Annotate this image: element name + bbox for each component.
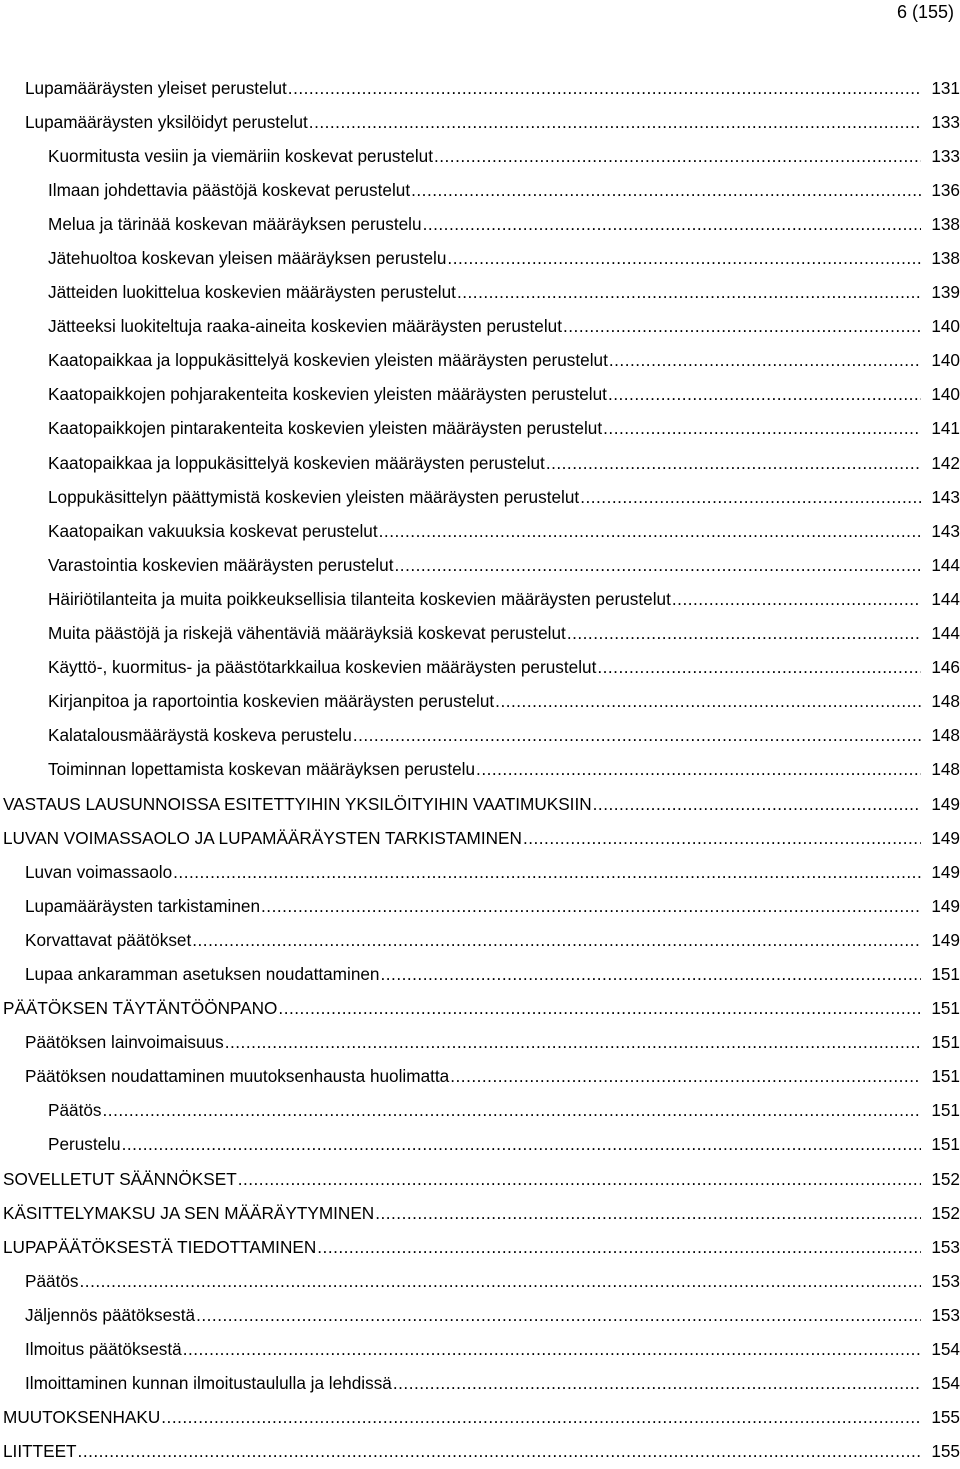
toc-entry-title: Jätehuoltoa koskevan yleisen määräyksen perustelu [48, 248, 447, 269]
toc-dot-leader [476, 759, 921, 780]
toc-entry-title: Päätös [25, 1270, 79, 1291]
toc-entry-page-number: 139 [931, 282, 960, 303]
toc-entry[interactable] [0, 139, 960, 173]
toc-dot-leader [580, 487, 921, 508]
toc-entry-page-number: 140 [931, 384, 960, 405]
toc-entry[interactable] [0, 412, 960, 446]
toc-entry[interactable] [0, 821, 960, 855]
toc-entry-title: Kaatopaikkojen pohjarakenteita koskevien yleisten määräysten perustelut [48, 384, 607, 405]
toc-entry-page-number: 138 [931, 213, 960, 234]
toc-dot-leader [80, 1271, 921, 1292]
toc-entry[interactable] [0, 1060, 960, 1094]
toc-dot-leader [78, 1441, 921, 1462]
toc-entry-page-number: 151 [931, 1066, 960, 1087]
table-of-contents [0, 71, 960, 1469]
toc-entry-title: Jäljennös päätöksestä [25, 1304, 196, 1325]
toc-entry-title: Ilmoittaminen kunnan ilmoitustaululla ja lehdissä [25, 1373, 392, 1394]
toc-dot-leader [381, 964, 922, 985]
toc-dot-leader [173, 862, 921, 883]
toc-entry[interactable] [0, 1230, 960, 1264]
toc-dot-leader [196, 1305, 921, 1326]
toc-entry-title: Kaatopaikkaa ja loppukäsittelyä koskevien määräysten perustelut [48, 452, 545, 473]
toc-entry-title: Ilmaan johdettavia päästöjä koskevat perustelut [48, 179, 411, 200]
toc-entry-title: Melua ja tärinää koskevan määräyksen perustelu [48, 213, 422, 234]
toc-entry-title: Päätös [48, 1100, 102, 1121]
toc-entry-title: Kuormitusta vesiin ja viemäriin koskevat perustelut [48, 145, 433, 166]
toc-dot-leader [411, 180, 921, 201]
toc-entry[interactable] [0, 957, 960, 991]
toc-entry-title: MUUTOKSENHAKU [3, 1407, 161, 1428]
toc-entry-title: Kaatopaikkaa ja loppukäsittelyä koskevien yleisten määräysten perustelut [48, 350, 608, 371]
toc-entry-page-number: 140 [931, 350, 960, 371]
toc-dot-leader [375, 1203, 921, 1224]
toc-entry-page-number: 149 [931, 929, 960, 950]
toc-dot-leader [353, 725, 921, 746]
toc-dot-leader [450, 1066, 921, 1087]
toc-entry-page-number: 151 [931, 1032, 960, 1053]
toc-entry-page-number: 148 [931, 691, 960, 712]
toc-entry-page-number: 144 [931, 623, 960, 644]
toc-entry[interactable] [0, 889, 960, 923]
toc-entry[interactable] [0, 1367, 960, 1401]
toc-dot-leader [122, 1134, 921, 1155]
toc-entry-title: Kirjanpitoa ja raportointia koskevien määräysten perustelut [48, 691, 495, 712]
toc-dot-leader [609, 350, 921, 371]
toc-entry-page-number: 140 [931, 316, 960, 337]
toc-entry-title: Toiminnan lopettamista koskevan määräyksen perustelu [48, 759, 476, 780]
toc-entry-page-number: 151 [931, 1100, 960, 1121]
toc-entry-title: Häiriötilanteita ja muita poikkeuksellisia tilanteita koskevien määräysten perustelut [48, 588, 671, 609]
toc-entry-title: Lupamääräysten yksilöidyt perustelut [25, 111, 308, 132]
toc-entry-title: VASTAUS LAUSUNNOISSA ESITETTYIHIN YKSILÖITYIHIN VAATIMUKSIIN [3, 793, 592, 814]
toc-dot-leader [593, 794, 921, 815]
toc-entry-page-number: 148 [931, 725, 960, 746]
toc-entry[interactable] [0, 719, 960, 753]
toc-dot-leader [317, 1237, 921, 1258]
toc-entry-page-number: 151 [931, 1134, 960, 1155]
toc-entry[interactable] [0, 923, 960, 957]
toc-dot-leader [261, 896, 921, 917]
toc-dot-leader [225, 1032, 921, 1053]
toc-entry-page-number: 143 [931, 520, 960, 541]
toc-entry-page-number: 133 [931, 111, 960, 132]
toc-entry-title: Varastointia koskevien määräysten perustelut [48, 554, 394, 575]
toc-dot-leader [495, 691, 921, 712]
toc-entry[interactable] [0, 992, 960, 1026]
toc-entry[interactable] [0, 446, 960, 480]
toc-dot-leader [603, 418, 921, 439]
toc-entry-page-number: 133 [931, 145, 960, 166]
toc-entry-title: LUVAN VOIMASSAOLO JA LUPAMÄÄRÄYSTEN TARKISTAMINEN [3, 827, 522, 848]
toc-entry[interactable] [0, 1196, 960, 1230]
toc-entry-page-number: 155 [931, 1441, 960, 1462]
toc-entry[interactable] [0, 548, 960, 582]
toc-dot-leader [192, 930, 921, 951]
toc-entry[interactable] [0, 787, 960, 821]
toc-dot-leader [434, 146, 921, 167]
toc-entry-page-number: 144 [931, 554, 960, 575]
toc-entry-page-number: 153 [931, 1236, 960, 1257]
toc-entry[interactable] [0, 855, 960, 889]
toc-entry-page-number: 154 [931, 1373, 960, 1394]
toc-entry[interactable] [0, 753, 960, 787]
toc-entry[interactable] [0, 207, 960, 241]
toc-entry[interactable] [0, 514, 960, 548]
toc-entry-title: Jätteiden luokittelua koskevien määräysten perustelut [48, 282, 456, 303]
toc-entry[interactable] [0, 105, 960, 139]
toc-entry-title: LIITTEET [3, 1441, 77, 1462]
toc-entry-page-number: 149 [931, 895, 960, 916]
toc-dot-leader [546, 453, 921, 474]
toc-entry-page-number: 149 [931, 793, 960, 814]
toc-entry-title: Muita päästöjä ja riskejä vähentäviä määräyksiä koskevat perustelut [48, 623, 566, 644]
toc-entry[interactable] [0, 1162, 960, 1196]
toc-entry-title: Ilmoitus päätöksestä [25, 1339, 182, 1360]
toc-entry[interactable] [0, 1401, 960, 1435]
toc-entry[interactable] [0, 71, 960, 105]
toc-entry-page-number: 131 [931, 77, 960, 98]
toc-entry[interactable] [0, 651, 960, 685]
toc-entry-page-number: 138 [931, 248, 960, 269]
toc-entry[interactable] [0, 1026, 960, 1060]
toc-entry[interactable] [0, 617, 960, 651]
toc-dot-leader [395, 555, 921, 576]
toc-entry-page-number: 155 [931, 1407, 960, 1428]
toc-entry-title: Kaatopaikkojen pintarakenteita koskevien yleisten määräysten perustelut [48, 418, 603, 439]
toc-entry-page-number: 143 [931, 486, 960, 507]
toc-dot-leader [447, 248, 921, 269]
toc-dot-leader [457, 282, 921, 303]
toc-entry[interactable] [0, 276, 960, 310]
toc-entry-title: PÄÄTÖKSEN TÄYTÄNTÖÖNPANO [3, 998, 278, 1019]
toc-entry[interactable] [0, 310, 960, 344]
toc-entry-title: Kaatopaikan vakuuksia koskevat perustelut [48, 520, 378, 541]
toc-dot-leader [238, 1169, 921, 1190]
toc-dot-leader [567, 623, 921, 644]
toc-entry[interactable] [0, 241, 960, 275]
toc-entry[interactable] [0, 344, 960, 378]
toc-entry[interactable] [0, 582, 960, 616]
toc-dot-leader [379, 521, 921, 542]
toc-entry[interactable] [0, 685, 960, 719]
toc-dot-leader [672, 589, 921, 610]
toc-entry-page-number: 151 [931, 963, 960, 984]
toc-entry-page-number: 149 [931, 861, 960, 882]
toc-entry-title: LUPAPÄÄTÖKSESTÄ TIEDOTTAMINEN [3, 1236, 317, 1257]
toc-dot-leader [288, 78, 921, 99]
toc-dot-leader [608, 384, 921, 405]
toc-entry-page-number: 149 [931, 827, 960, 848]
toc-entry-page-number: 151 [931, 998, 960, 1019]
toc-entry-title: Loppukäsittelyn päättymistä koskevien yleisten määräysten perustelut [48, 486, 580, 507]
toc-entry-title: KÄSITTELYMAKSU JA SEN MÄÄRÄYTYMINEN [3, 1202, 375, 1223]
toc-entry[interactable] [0, 1094, 960, 1128]
toc-dot-leader [161, 1407, 921, 1428]
toc-dot-leader [523, 828, 921, 849]
toc-dot-leader [278, 998, 921, 1019]
toc-entry-page-number: 152 [931, 1168, 960, 1189]
toc-entry-page-number: 146 [931, 657, 960, 678]
toc-entry-page-number: 153 [931, 1270, 960, 1291]
page-number: 6 (155) [896, 2, 954, 22]
toc-entry-title: Lupaa ankaramman asetuksen noudattaminen [25, 963, 380, 984]
toc-dot-leader [563, 316, 921, 337]
toc-entry-title: Lupamääräysten tarkistaminen [25, 895, 261, 916]
toc-entry-title: Jätteeksi luokiteltuja raaka-aineita koskevien määräysten perustelut [48, 316, 562, 337]
toc-dot-leader [393, 1373, 921, 1394]
toc-entry[interactable] [0, 173, 960, 207]
toc-entry-title: Päätöksen lainvoimaisuus [25, 1032, 224, 1053]
toc-dot-leader [597, 657, 921, 678]
toc-entry-title: Päätöksen noudattaminen muutoksenhausta huolimatta [25, 1066, 450, 1087]
toc-dot-leader [309, 112, 921, 133]
toc-entry[interactable] [0, 1298, 960, 1332]
toc-dot-leader [183, 1339, 921, 1360]
toc-dot-leader [103, 1100, 921, 1121]
toc-entry-page-number: 153 [931, 1304, 960, 1325]
toc-entry-page-number: 154 [931, 1339, 960, 1360]
toc-entry-page-number: 141 [931, 418, 960, 439]
toc-entry-title: Korvattavat päätökset [25, 929, 192, 950]
toc-entry-title: Luvan voimassaolo [25, 861, 173, 882]
toc-dot-leader [423, 214, 921, 235]
toc-entry-title: Kalatalousmääräystä koskeva perustelu [48, 725, 352, 746]
toc-entry[interactable] [0, 1332, 960, 1366]
toc-entry[interactable] [0, 1435, 960, 1469]
toc-entry[interactable] [0, 378, 960, 412]
toc-entry-page-number: 152 [931, 1202, 960, 1223]
toc-entry-page-number: 136 [931, 179, 960, 200]
toc-entry-title: Perustelu [48, 1134, 121, 1155]
toc-entry[interactable] [0, 1264, 960, 1298]
toc-entry[interactable] [0, 480, 960, 514]
toc-entry[interactable] [0, 1128, 960, 1162]
toc-entry-page-number: 142 [931, 452, 960, 473]
toc-entry-title: Käyttö-, kuormitus- ja päästötarkkailua koskevien määräysten perustelut [48, 657, 597, 678]
toc-entry-title: Lupamääräysten yleiset perustelut [25, 77, 287, 98]
toc-entry-title: SOVELLETUT SÄÄNNÖKSET [3, 1168, 237, 1189]
toc-entry-page-number: 144 [931, 588, 960, 609]
toc-entry-page-number: 148 [931, 759, 960, 780]
